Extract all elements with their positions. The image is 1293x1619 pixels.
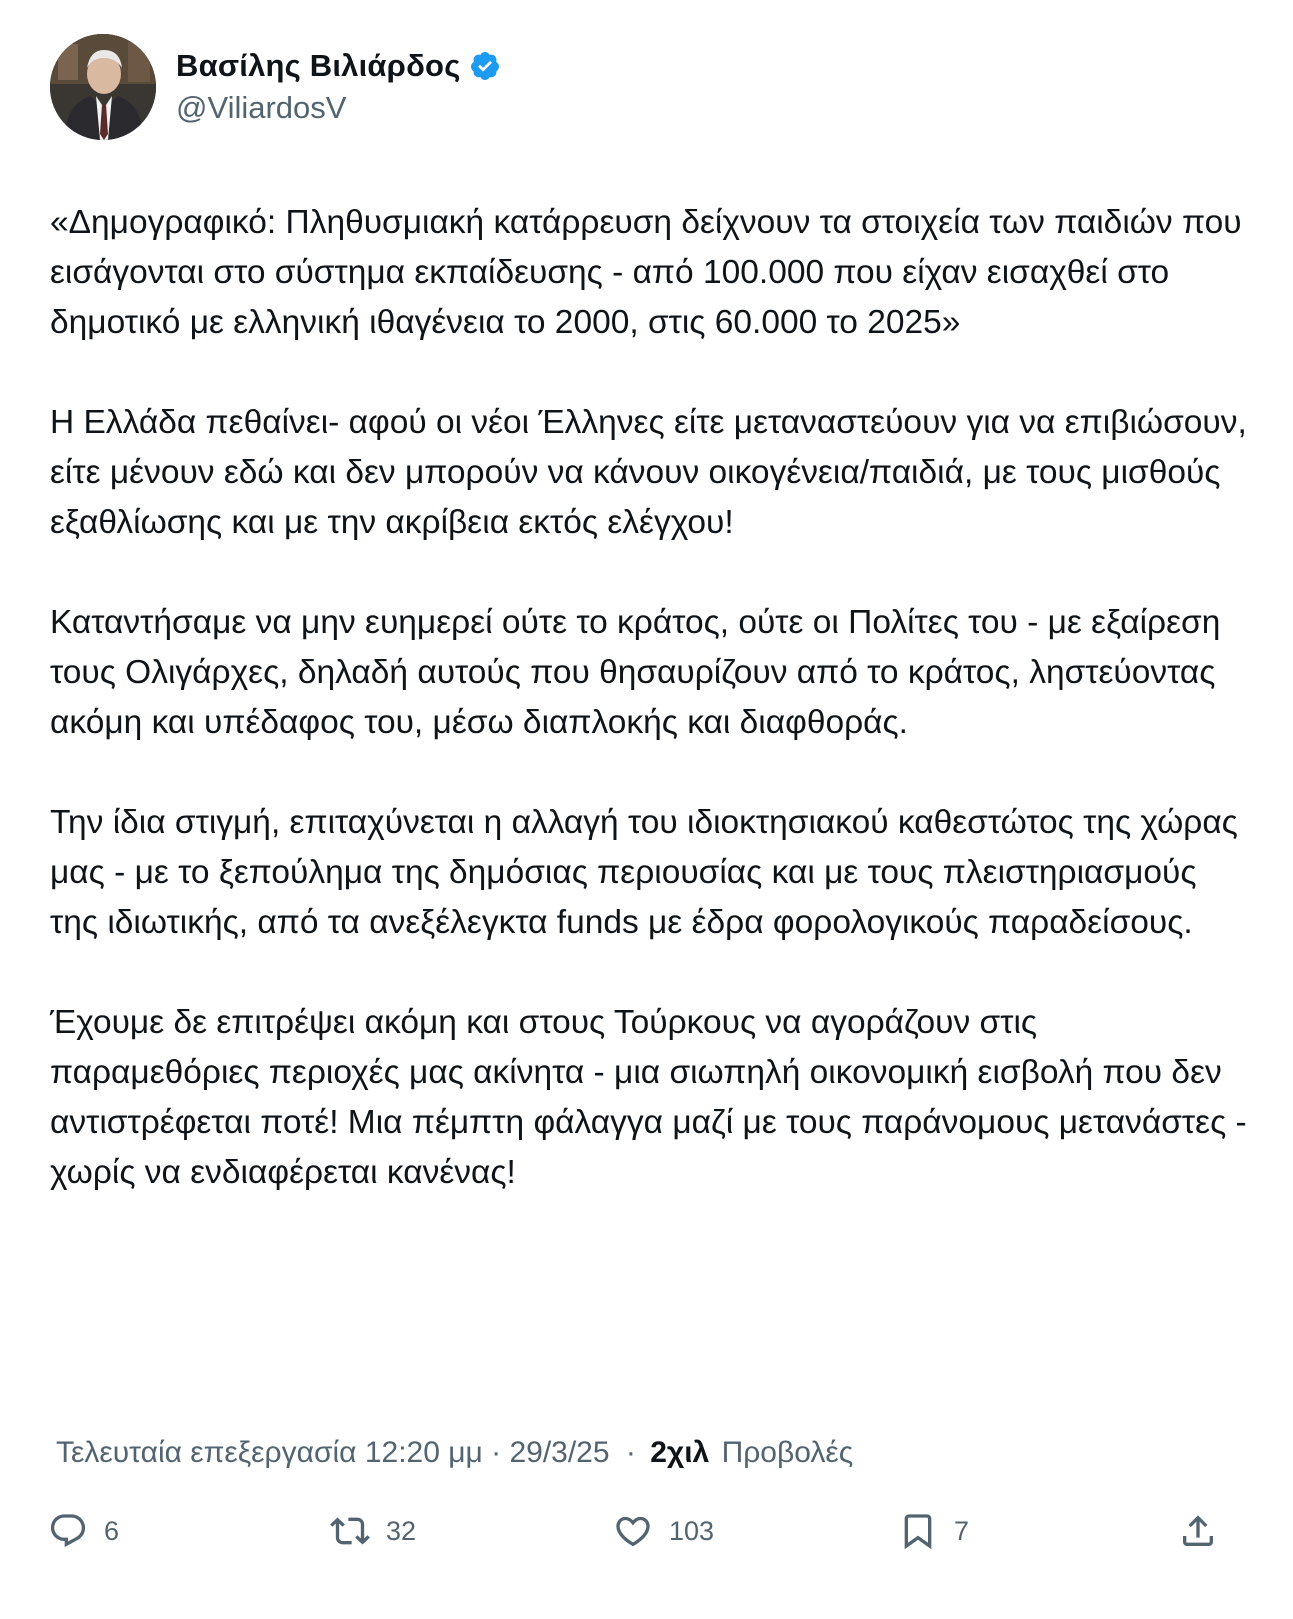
tweet-paragraph: Η Ελλάδα πεθαίνει- αφού οι νέοι Έλληνες είτε μεταναστεύουν για να επιβιώσουν, είτε μένουν εδώ και δεν μπορούν να κάνουν οικογένεια/παιδιά, με τους μισθούς εξαθλίωσης και με την ακρίβεια εκτός ελέγχου! [50,404,1247,541]
tweet-paragraph: Την ίδια στιγμή, επιταχύνεται η αλλαγή του ιδιοκτησιακού καθεστώτος της χώρας μας - με το ξεπούλημα της δημόσιας περιουσίας και με τους πλειστηριασμούς της ιδιωτικής, από τα ανεξέλεγκτα funds με έδρα φορολογικούς παραδείσους. [50,804,1238,941]
reply-icon [48,1511,88,1551]
edited-timestamp[interactable]: Τελευταία επεξεργασία 12:20 μμ · 29/3/25 [56,1436,610,1469]
verified-badge-icon[interactable] [469,50,501,82]
share-icon [1178,1511,1218,1551]
reply-count: 6 [104,1515,120,1546]
author-identity [176,48,501,126]
heart-icon [613,1511,653,1551]
tweet-meta [56,1436,853,1470]
tweet-header [50,34,501,140]
meta-separator: · [625,1436,636,1469]
author-display-name[interactable]: Βασίλης Βιλιάρδος [176,48,461,83]
share-button[interactable] [1178,1505,1218,1557]
repost-button[interactable] [330,1505,416,1557]
tweet-text [50,198,1250,1198]
tweet-paragraph: Καταντήσαμε να μην ευημερεί ούτε το κράτος, ούτε οι Πολίτες του - με εξαίρεση τους Ολιγάρχες, δηλαδή αυτούς που θησαυρίζουν από το κράτος, ληστεύοντας ακόμη και υπέδαφος του, μέσω διαπλοκής και διαφθοράς. [50,604,1221,741]
avatar-photo-icon [50,34,156,140]
author-handle[interactable]: @ViliardosV [176,90,347,125]
bookmark-count: 7 [954,1515,970,1546]
like-count: 103 [669,1515,715,1546]
action-bar [48,1505,1248,1557]
views-count: 2χιλ [650,1436,710,1469]
views-label: Προβολές [721,1436,854,1469]
repost-count: 32 [386,1515,417,1546]
reply-button[interactable] [48,1505,119,1557]
avatar[interactable] [50,34,156,140]
bookmark-button[interactable] [898,1505,969,1557]
name-row [176,48,501,84]
bookmark-icon [898,1511,938,1551]
repost-icon [330,1511,370,1551]
like-button[interactable] [613,1505,714,1557]
tweet-paragraph: «Δημογραφικό: Πληθυσμιακή κατάρρευση δείχνουν τα στοιχεία των παιδιών που εισάγονται στο σύστημα εκπαίδευσης - από 100.000 που είχαν εισαχθεί στο δημοτικό με ελληνική ιθαγένεια το 2000, στις 60.000 το 2025» [50,204,1242,341]
tweet-paragraph: Έχουμε δε επιτρέψει ακόμη και στους Τούρκους να αγοράζουν στις παραμεθόριες περιοχές μας ακίνητα - μια σιωπηλή οικονομική εισβολή που δεν αντιστρέφεται ποτέ! Μια πέμπτη φάλαγγα μαζί με τους παράνομους μετανάστες - χωρίς να ενδιαφέρεται κανένας! [50,1004,1247,1191]
